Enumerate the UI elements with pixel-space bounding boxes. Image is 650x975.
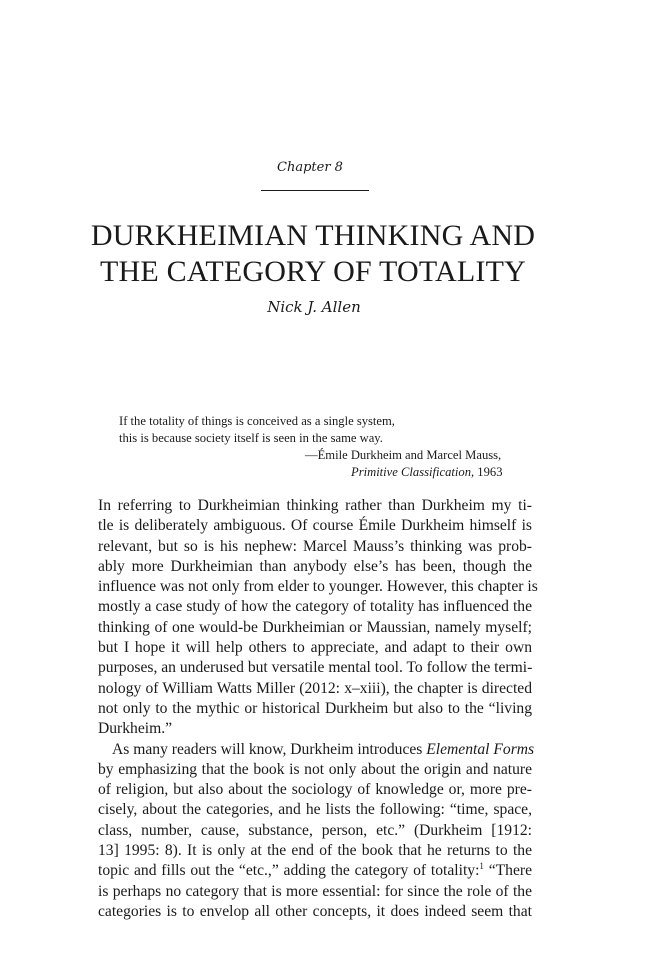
body-line: not only to the mythic or historical Durkheim but also to the “living [98,699,532,717]
body-line: purposes, an underused but versatile mental tool. To follow the termi- [98,659,533,677]
body-line-text: As many readers will know, Durkheim introduces [112,740,423,758]
epigraph-source-title: Primitive Classification, [351,465,475,479]
body-line: Durkheim.” [98,720,173,738]
body-line: but I hope it will help others to appreciate, and adapt to their own [98,639,532,657]
chapter-title-line-2: THE CATEGORY OF TOTALITY [99,255,526,288]
body-line: of religion, but also about the sociology of knowledge or, more pre- [98,781,532,799]
epigraph-attribution: —Émile Durkheim and Marcel Mauss, [305,448,502,462]
body-line: 13] 1995: 8). It is only at the end of the book that he returns to the [98,842,532,860]
body-line: cisely, about the categories, and he lists the following: “time, space, [98,801,532,819]
body-line: by emphasizing that the book is not only about the origin and nature [98,760,532,778]
epigraph-source-year: 1963 [477,465,503,479]
body-line [98,740,535,760]
body-line: categories is to envelop all other concepts, it does indeed seem that [98,902,532,920]
italic-title: Elemental Forms [426,740,535,758]
body-line: nology of William Watts Miller (2012: x–xiii), the chapter is directed [98,679,532,697]
body-text [98,496,538,922]
footnote-marker[interactable]: 1 [479,861,484,872]
body-line: mostly a case study of how the category of totality has influenced the [98,598,532,616]
chapter-label: Chapter 8 [277,160,343,175]
body-line: is perhaps no category that is more essential: for since the role of the [98,882,532,900]
body-line-text: topic and fills out the “etc.,” adding the category of totality: [98,862,480,880]
body-line: thinking of one would-be Durkheimian or Maussian, namely myself; [98,618,532,636]
body-line: class, number, cause, substance, person, etc.” (Durkheim [1912: [98,821,532,839]
body-line: relevant, but so is his nephew: Marcel Mauss’s thinking was prob- [98,537,532,555]
chapter-divider [261,190,369,191]
body-line: influence was not only from elder to younger. However, this chapter is [98,578,538,596]
chapter-title-line-1: DURKHEIMIAN THINKING AND [90,219,536,252]
body-line [98,861,532,881]
epigraph-line-2: this is because society itself is seen in the same way. [119,431,383,445]
body-line: tle is deliberately ambiguous. Of course Émile Durkheim himself is [98,517,532,535]
epigraph [119,413,503,481]
epigraph-source [119,464,503,481]
body-line-tail: “There [483,862,532,880]
body-line: ably more Durkheimian than anybody else’s has been, though the [98,557,532,575]
epigraph-line-1: If the totality of things is conceived as a single system, [119,414,395,428]
body-line: In referring to Durkheimian thinking rather than Durkheim my ti- [98,497,532,514]
author-name: Nick J. Allen [267,298,361,316]
chapter-title [0,218,626,290]
